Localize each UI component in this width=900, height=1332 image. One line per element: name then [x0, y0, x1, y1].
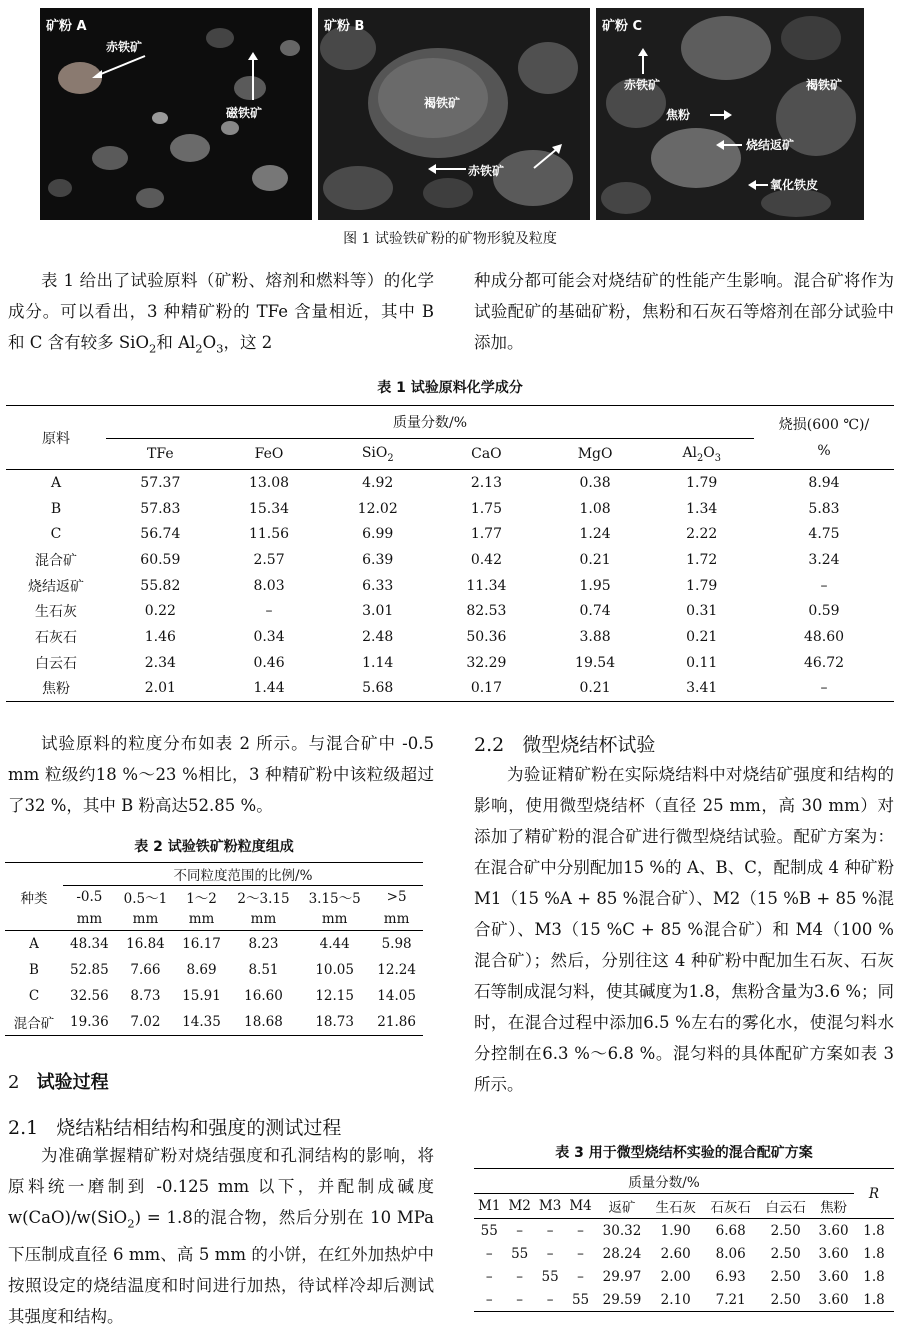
table-cell: 8.51	[248, 962, 279, 978]
ore-particles-a-image	[40, 8, 312, 220]
table-cell: 1.44	[253, 680, 285, 697]
table2-header-unit: mm	[116, 908, 175, 931]
table-cell: 2.50	[770, 1291, 801, 1308]
right-paragraph-2	[474, 759, 894, 1100]
row-label: A	[29, 936, 39, 952]
table-cell: 1.8	[863, 1222, 885, 1239]
table2-header-unit: mm	[228, 908, 299, 931]
table-cell: 0.21	[686, 628, 718, 645]
right-paragraph-1	[474, 265, 894, 358]
subscript: 2	[387, 452, 394, 464]
table-cell: 29.97	[602, 1268, 642, 1285]
table-cell: 15.34	[248, 500, 290, 517]
figure1-panel-b	[318, 8, 590, 220]
table2	[5, 862, 423, 1036]
arrow-icon	[748, 178, 770, 192]
row-label: 生石灰	[35, 604, 77, 621]
table-cell: 0.31	[686, 603, 718, 620]
text-run: ，这 2	[223, 333, 273, 352]
table-cell: 0.21	[579, 680, 611, 697]
subscript: 3	[714, 452, 721, 464]
table-cell: 57.83	[140, 500, 181, 517]
table-cell: 11.56	[248, 526, 290, 543]
table-cell: –	[546, 1291, 554, 1308]
table-cell: 6.99	[362, 526, 394, 543]
table-cell: 0.46	[253, 654, 285, 671]
panel-label: 矿粉 A	[46, 19, 87, 34]
arrow-icon	[246, 52, 260, 102]
subscript: 2	[195, 341, 203, 356]
table-cell: 18.68	[244, 1014, 283, 1030]
table1-header-loss	[754, 406, 894, 470]
arrow-icon	[716, 138, 744, 152]
table-row	[474, 1288, 894, 1312]
table-cell: 4.75	[808, 526, 840, 543]
figure1-panel-c	[596, 8, 864, 220]
subscript: 2	[127, 1216, 135, 1231]
table-cell: –	[820, 577, 828, 594]
table-cell: 2.01	[144, 680, 176, 697]
table-cell: 56.74	[140, 526, 181, 543]
section-2-heading	[8, 1068, 109, 1094]
table2-header-unit: mm	[370, 908, 423, 931]
table-cell: 55	[511, 1245, 529, 1262]
table-cell: 1.90	[660, 1222, 691, 1239]
table-cell: 1.79	[686, 577, 718, 594]
table1-header-col: CaO	[432, 439, 541, 470]
table-cell: 7.66	[130, 962, 161, 978]
table-cell: 52.85	[70, 962, 109, 978]
table-cell: –	[516, 1268, 524, 1285]
table-cell: 3.60	[818, 1245, 849, 1262]
table-cell: 18.73	[315, 1014, 354, 1030]
table3-header-col: M3	[535, 1194, 565, 1219]
subscript: 2	[697, 452, 704, 464]
table-cell: 60.59	[140, 551, 181, 568]
table1-group-header: 质量分数/%	[106, 406, 754, 439]
table3	[474, 1168, 894, 1312]
text-run: 为准确掌握精矿粉对烧结强度和孔洞结构的影响，将原料统一磨制到 -0.125 mm 以下，并配制成碱度 w(CaO)/w(SiO	[8, 1146, 434, 1227]
table-cell: 1.8	[863, 1268, 885, 1285]
table-cell: 10.05	[315, 962, 354, 978]
table-cell: 48.60	[803, 628, 845, 645]
table-cell: 1.72	[686, 551, 718, 568]
row-label: 焦粉	[42, 681, 70, 698]
table-row	[6, 496, 894, 522]
table-cell: 6.68	[715, 1222, 746, 1239]
table-cell: 3.41	[686, 680, 718, 697]
table-cell: 0.22	[144, 603, 176, 620]
table-cell: 29.59	[602, 1291, 642, 1308]
text-run: 和 Al	[156, 333, 196, 352]
table-cell: 1.08	[579, 500, 611, 517]
table2-header-col: 0.5～1	[123, 891, 168, 907]
left-paragraph-3	[8, 1140, 434, 1332]
table-cell: 16.84	[126, 936, 165, 952]
row-label: 白云石	[35, 655, 77, 672]
table-cell: –	[485, 1245, 493, 1262]
table2-header-unit: mm	[299, 908, 370, 931]
table-cell: 1.95	[579, 577, 611, 594]
table-cell: 3.60	[818, 1268, 849, 1285]
table-cell: 46.72	[803, 654, 845, 671]
arrow-icon	[90, 52, 150, 82]
table-cell: 28.24	[602, 1245, 642, 1262]
table-cell: –	[577, 1222, 584, 1239]
table3-header-col: 返矿	[596, 1194, 648, 1219]
annotation-coke: 焦粉	[666, 108, 691, 122]
text-run: O	[202, 333, 217, 352]
table-row	[5, 983, 423, 1009]
annotation-magnetite: 磁铁矿	[226, 106, 263, 120]
table1-header-col: FeO	[215, 439, 324, 470]
table-cell: 19.54	[575, 654, 616, 671]
table-cell: 12.02	[357, 500, 398, 517]
row-label: A	[50, 474, 62, 491]
table-cell: 1.24	[579, 526, 611, 543]
table1-header-col	[649, 439, 754, 470]
table2-header-unit: mm	[175, 908, 228, 931]
panel-label: 矿粉 C	[602, 19, 643, 34]
table-cell: 2.48	[362, 628, 394, 645]
table3-header-col: 生石灰	[648, 1194, 703, 1219]
table3-group-header: 质量分数/%	[474, 1169, 854, 1194]
table-cell: 3.60	[818, 1222, 849, 1239]
table3-caption: 表 3 用于微型烧结杯实验的混合配矿方案	[555, 1145, 813, 1161]
table-cell: 0.59	[808, 603, 840, 620]
table-cell: 12.24	[377, 962, 416, 978]
section-title: 烧结粘结相结构和强度的测试过程	[56, 1117, 342, 1139]
table-cell: 14.35	[182, 1014, 221, 1030]
section-number: 2.2	[474, 734, 505, 756]
table-cell: 7.02	[130, 1014, 161, 1030]
table3-header-col: M2	[504, 1194, 534, 1219]
annotation-hematite: 赤铁矿	[624, 78, 661, 92]
table-cell: 1.79	[686, 474, 718, 491]
table-cell: 2.22	[686, 526, 718, 543]
section-2-2-heading	[474, 730, 655, 757]
ore-particles-b-image	[318, 8, 590, 220]
table-cell: 32.56	[70, 988, 109, 1004]
table-row	[6, 547, 894, 573]
annotation-hematite: 赤铁矿	[468, 164, 505, 178]
table-cell: 2.50	[770, 1222, 801, 1239]
table-cell: 2.57	[253, 551, 285, 568]
table-cell: –	[516, 1222, 524, 1239]
table-cell: 55	[480, 1222, 498, 1239]
paragraph-text: 试验原料的粒度分布如表 2 所示。与混合矿中 -0.5 mm 粒级约18 %～23 %相比，3 种精矿粉中该粒级超过了32 %，其中 B 粉高达52.85 %。	[8, 734, 434, 815]
table-cell: 8.94	[808, 474, 840, 491]
row-label: B	[50, 500, 62, 517]
table-cell: 2.00	[660, 1268, 691, 1285]
header-text: SiO	[361, 444, 388, 461]
table-cell: –	[485, 1268, 493, 1285]
table1-header-col	[323, 439, 432, 470]
row-label: 石灰石	[35, 629, 77, 646]
table-cell: 1.77	[470, 526, 502, 543]
table-cell: 13.08	[248, 474, 290, 491]
section-2-1-heading	[8, 1113, 341, 1140]
annotation-hematite: 赤铁矿	[106, 40, 143, 54]
table-cell: 50.36	[466, 628, 507, 645]
table-cell: 5.68	[362, 680, 394, 697]
section-number: 2	[8, 1072, 20, 1093]
table-cell: 2.60	[660, 1245, 691, 1262]
table-row	[6, 521, 894, 547]
table2-header-unit: mm	[63, 908, 116, 931]
table-cell: 2.50	[770, 1268, 801, 1285]
table-row	[6, 650, 894, 676]
table-cell: 32.29	[466, 654, 507, 671]
table-cell: 8.73	[130, 988, 161, 1004]
left-paragraph-1	[8, 265, 434, 364]
arrow-icon	[530, 142, 564, 172]
table-row	[5, 1009, 423, 1036]
table-cell: –	[577, 1245, 584, 1262]
figure1-panel-a	[40, 8, 312, 220]
table-cell: 11.34	[466, 577, 507, 594]
table-cell: 8.69	[186, 962, 217, 978]
table-cell: –	[516, 1291, 524, 1308]
table-cell: 5.98	[381, 936, 412, 952]
table-cell: 7.21	[715, 1291, 746, 1308]
table-row	[6, 470, 894, 496]
table-row	[6, 573, 894, 599]
table2-header-col: 1～2	[186, 891, 217, 907]
table3-header-col: M1	[474, 1194, 504, 1219]
left-paragraph-2	[8, 728, 434, 821]
table-cell: 55	[571, 1291, 590, 1308]
table3-header-col: 焦粉	[813, 1194, 854, 1219]
table-cell: 16.60	[244, 988, 283, 1004]
text-run: 表 1 给出了试验原料（矿粉、熔剂和燃料等）的化学成分。可以看出，3 种精矿粉的 TFe 含量相近，其中 B 和 C 含有较多 SiO	[8, 271, 434, 352]
annotation-mill-scale: 氧化铁皮	[770, 178, 819, 192]
table3-header-col: M4	[565, 1194, 595, 1219]
table-cell: 5.83	[808, 500, 840, 517]
table-cell: 19.36	[70, 1014, 109, 1030]
table-cell: –	[546, 1222, 554, 1239]
table-cell: –	[820, 680, 828, 697]
annotation-limonite: 褐铁矿	[424, 96, 461, 110]
table-row	[6, 624, 894, 650]
figure1-caption: 图 1 试验铁矿粉的矿物形貌及粒度	[343, 231, 557, 247]
table1-header-col: MgO	[541, 439, 650, 470]
row-label: C	[28, 988, 40, 1004]
table-cell: 1.8	[863, 1245, 885, 1262]
table-cell: 0.42	[470, 551, 502, 568]
section-title: 微型烧结杯试验	[522, 734, 656, 756]
table-row	[474, 1219, 894, 1243]
arrow-icon	[708, 108, 732, 122]
text-run: ) = 1.8的混合物，然后分别在 10 MPa 下压制成直径 6 mm、高 5 mm 的小饼，在红外加热炉中按照设定的烧结温度和时间进行加热，待试样冷却后测试其强度和结构。	[8, 1208, 434, 1327]
table-cell: 2.50	[770, 1245, 801, 1262]
table-cell: –	[546, 1245, 554, 1262]
table-cell: 14.05	[377, 988, 416, 1004]
table-cell: 55.82	[140, 577, 181, 594]
table2-header-col: 2～3.15	[237, 891, 290, 907]
table-cell: 2.10	[660, 1291, 691, 1308]
table-cell: 12.15	[315, 988, 354, 1004]
table2-header-kind: 种类	[5, 863, 63, 931]
table-cell: 1.34	[686, 500, 718, 517]
table-cell: 2.34	[144, 654, 176, 671]
table-cell: 82.53	[466, 603, 507, 620]
table-cell: 0.21	[579, 551, 611, 568]
table-cell: 21.86	[377, 1014, 416, 1030]
table2-caption: 表 2 试验铁矿粉粒度组成	[134, 839, 294, 855]
row-label: B	[29, 962, 39, 978]
table-cell: 30.32	[602, 1222, 642, 1239]
arrow-icon	[428, 162, 468, 176]
table-cell: 4.44	[319, 936, 350, 952]
table2-header-col: 3.15～5	[308, 891, 361, 907]
header-text: %	[817, 442, 831, 459]
table1-header-raw: 原料	[6, 406, 106, 470]
table-cell: 1.14	[362, 654, 394, 671]
section-number: 2.1	[8, 1117, 39, 1139]
table3-header-r: R	[854, 1169, 894, 1219]
paragraph-text: 种成分都可能会对烧结矿的性能产生影响。混合矿将作为试验配矿的基础矿粉，焦粉和石灰石等熔剂在部分试验中添加。	[474, 271, 894, 352]
table-cell: 8.23	[248, 936, 279, 952]
table-cell: 55	[541, 1268, 559, 1285]
table-cell: 2.13	[470, 474, 502, 491]
table-cell: 6.93	[715, 1268, 746, 1285]
table-cell: 8.06	[715, 1245, 746, 1262]
table-cell: –	[265, 603, 273, 620]
table-cell: 3.24	[808, 551, 840, 568]
table-cell: 0.74	[579, 603, 611, 620]
table-cell: –	[577, 1268, 584, 1285]
table-cell: 0.34	[253, 628, 285, 645]
table-cell: 0.17	[470, 680, 502, 697]
paragraph-text: 为验证精矿粉在实际烧结料中对烧结矿强度和结构的影响，使用微型烧结杯（直径 25 mm，高 30 mm）对添加了精矿粉的混合矿进行微型烧结试验。配矿方案为：在混合矿中分别配加15 %的 A、B、C，配制成 4 种矿粉 M1（15 %A + 85 %混合矿）、M2（15 %B + 85 %混合矿）、M3（15 %C + 85 %混合矿）和 M4（100 %混合矿）；然后，分别往这 4 种矿粉中配加生石灰、石灰石等制成混匀料，使其碱度为1.8，焦粉含量为3.6 %；同时，在混合过程中添加6.5 %左右的雾化水，使混匀料水分控制在6.3 %～6.8 %。混匀料的具体配矿方案如表 3 所示。	[474, 765, 894, 1094]
table-row	[5, 957, 423, 983]
table-row	[6, 598, 894, 624]
table1-caption: 表 1 试验原料化学成分	[377, 380, 523, 396]
row-label: 混合矿	[13, 1016, 55, 1032]
annotation-return-fines: 烧结返矿	[746, 138, 795, 152]
table-cell: 0.38	[579, 474, 611, 491]
annotation-limonite: 褐铁矿	[806, 78, 843, 92]
table-cell: 48.34	[70, 936, 109, 952]
table-cell: –	[485, 1291, 493, 1308]
table3-header-col: 石灰石	[703, 1194, 758, 1219]
table-row	[474, 1265, 894, 1288]
table2-header-col: -0.5	[76, 889, 103, 905]
table-cell: 3.88	[579, 628, 611, 645]
header-text: O	[703, 444, 715, 461]
subscript: 2	[148, 341, 157, 356]
table-row	[6, 676, 894, 702]
table2-header-col: >5	[386, 889, 407, 905]
table2-group-header: 不同粒度范围的比例/%	[63, 863, 423, 886]
table-cell: 3.01	[362, 603, 394, 620]
header-text: 烧损(600 ℃)/	[778, 416, 870, 433]
row-label: 烧结返矿	[28, 578, 84, 595]
table-cell: 15.91	[182, 988, 221, 1004]
subscript: 3	[216, 341, 224, 356]
table-cell: 1.75	[470, 500, 502, 517]
panel-label: 矿粉 B	[324, 19, 365, 34]
table-row	[5, 931, 423, 958]
table-cell: 1.8	[863, 1291, 885, 1308]
table-cell: 3.60	[818, 1291, 849, 1308]
table-cell: 57.37	[140, 474, 181, 491]
table-row	[474, 1242, 894, 1265]
table-cell: 0.11	[686, 654, 718, 671]
table1-header-col: TFe	[106, 439, 215, 470]
table-cell: 16.17	[182, 936, 221, 952]
table-cell: 8.03	[253, 577, 285, 594]
table-cell: 1.46	[144, 628, 176, 645]
table-cell: 4.92	[362, 474, 394, 491]
header-text: Al	[682, 444, 698, 461]
table-cell: 6.33	[362, 577, 394, 594]
table-cell: 6.39	[362, 551, 394, 568]
table3-header-col: 白云石	[758, 1194, 813, 1219]
arrow-icon	[636, 48, 650, 76]
section-title: 试验过程	[36, 1072, 109, 1093]
row-label: C	[50, 526, 62, 543]
row-label: 混合矿	[35, 552, 77, 569]
table1	[6, 405, 894, 702]
